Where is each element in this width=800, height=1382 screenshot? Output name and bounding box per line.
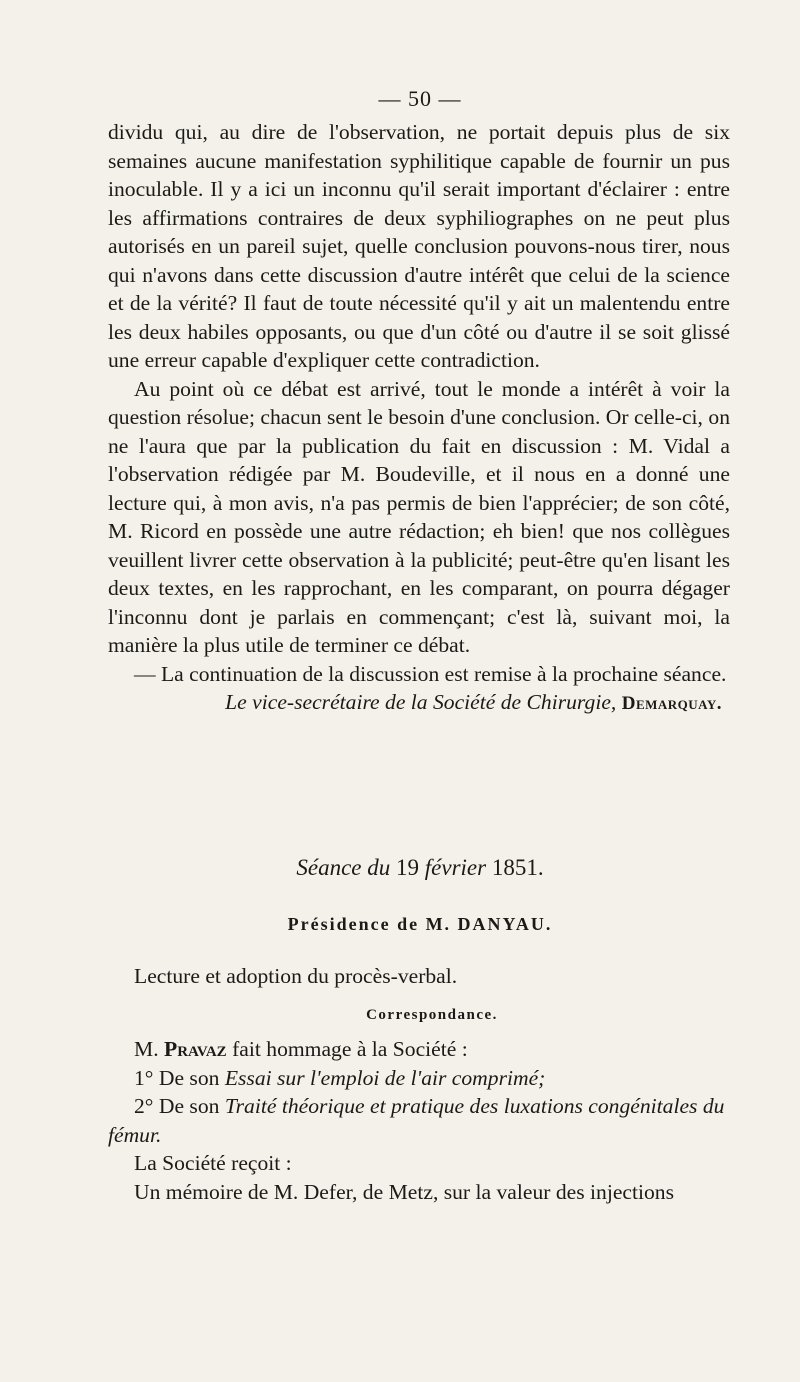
hommage-prefix: M. [134, 1037, 159, 1061]
session-year: 1851. [491, 855, 544, 880]
signature-line [108, 688, 730, 719]
session-prefix: Séance du [296, 855, 391, 880]
session-heading [0, 855, 800, 881]
paragraph: dividu qui, au dire de l'observation, ne portait depuis plus de six semaines aucune manifestation syphilitique capable de fournir un pus inoculable. Il y a ici un inconnu qu'il serait important d'éclairer : entre les affirmations contraires de deux syphiliographes on ne peut plus autorisés en un pareil sujet, quelle conclusion pouvons-nous tirer, nous qui n'avons dans cette discussion d'autre intérêt que celui de la science et de la vérité? Il faut de toute nécessité qu'il y ait un malentendu entre les deux habiles opposants, ou que d'un côté ou d'autre il se soit glissé une erreur capable d'expliquer cette contradiction. [108, 120, 730, 372]
main-text [108, 118, 730, 719]
hommage-rest: fait hommage à la Société : [232, 1037, 468, 1061]
list-item [108, 1092, 736, 1149]
session-day: 19 [396, 855, 420, 880]
item-title: Traité théorique et pratique des luxations congénitales du fémur. [108, 1094, 725, 1147]
session-month: février [424, 855, 487, 880]
item-title: Essai sur l'emploi de l'air comprimé; [224, 1065, 546, 1090]
item-lead: De son [158, 1065, 220, 1090]
correspondance-heading: Correspondance. [366, 1006, 498, 1023]
hommage-name: Pravaz [164, 1037, 227, 1061]
item-lead: De son [158, 1094, 220, 1118]
signature-name: Demarquay. [621, 693, 722, 714]
signature-role: Le vice-secrétaire de la Société de Chirurgie, [225, 690, 617, 714]
last-line: Un mémoire de M. Defer, de Metz, sur la valeur des injections [134, 1179, 675, 1204]
minutes-line: Lecture et adoption du procès-verbal. [134, 964, 458, 988]
page-number: — 50 — [378, 86, 462, 111]
session-body [108, 962, 736, 1206]
item-number: 1° [134, 1065, 154, 1090]
paragraph: — La continuation de la discussion est remise à la prochaine séance. [134, 661, 727, 686]
paragraph: Au point où ce débat est arrivé, tout le monde a intérêt à voir la question résolue; chacun sent le besoin d'une conclusion. Or celle-ci, on ne l'aura que par la publication du fait en discussion : M. Vidal a l'observation rédigée par M. Boudeville, et il nous en a donné une lecture qui, à mon avis, n'a pas permis de bien l'apprécier; de son côté, M. Ricord en possède une autre rédaction; eh bien! que nos collègues veuillent livrer cette observation à la publicité; peut-être qu'en lisant les deux textes, en les rapprochant, en les comparant, on pourra dégager l'inconnu dont je parlais en commençant; c'est là, suivant moi, la manière la plus utile de terminer ce débat. [108, 376, 730, 657]
list-item [108, 1064, 736, 1093]
hommage-line [108, 1035, 736, 1064]
presidence-heading: Présidence de M. DANYAU. [287, 914, 553, 934]
recoit-line: La Société reçoit : [134, 1151, 292, 1175]
item-number: 2° [134, 1094, 154, 1118]
